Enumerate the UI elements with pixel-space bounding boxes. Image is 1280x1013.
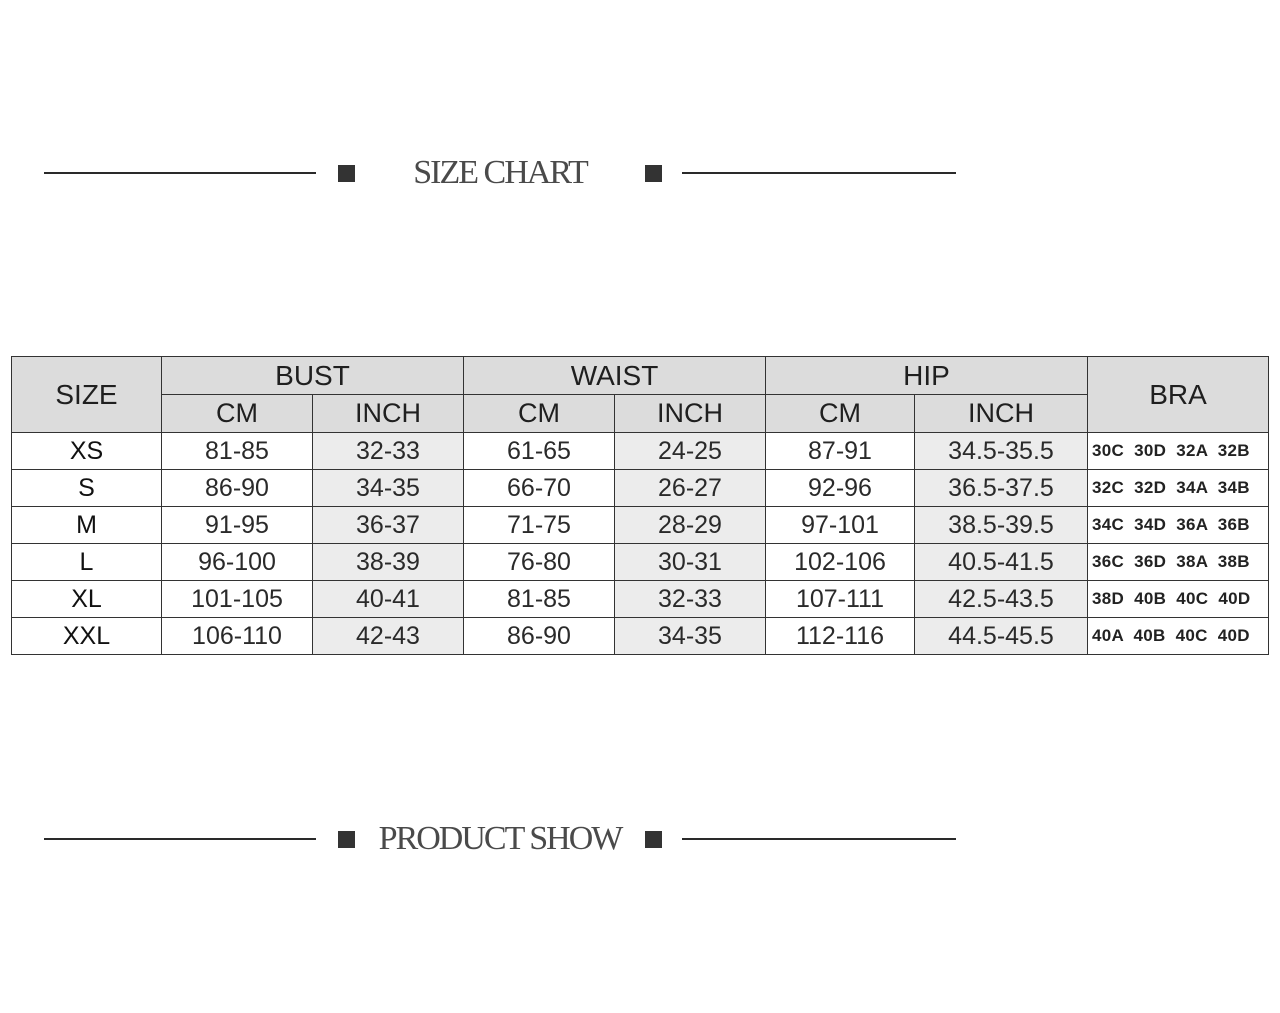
divider-line <box>682 838 956 840</box>
size-cell: L <box>12 544 162 581</box>
hip-inch-cell: 42.5-43.5 <box>915 581 1088 618</box>
size-cell: XXL <box>12 618 162 655</box>
waist-inch-cell: 28-29 <box>615 507 766 544</box>
hip-cm-cell: 107-111 <box>766 581 915 618</box>
bust-inch-cell: 32-33 <box>313 433 464 470</box>
waist-cm-cell: 86-90 <box>464 618 615 655</box>
hip-cm-header: CM <box>766 395 915 433</box>
waist-inch-cell: 26-27 <box>615 470 766 507</box>
size-cell: XL <box>12 581 162 618</box>
size-cell: M <box>12 507 162 544</box>
size-column-header: SIZE <box>12 357 162 433</box>
square-bullet-icon <box>645 165 662 182</box>
waist-inch-cell: 34-35 <box>615 618 766 655</box>
waist-cm-cell: 76-80 <box>464 544 615 581</box>
waist-column-header: WAIST <box>464 357 766 395</box>
bust-inch-cell: 40-41 <box>313 581 464 618</box>
table-row <box>12 507 1269 544</box>
waist-cm-header: CM <box>464 395 615 433</box>
table-subheader-row <box>12 395 1269 433</box>
table-row <box>12 581 1269 618</box>
hip-cm-cell: 92-96 <box>766 470 915 507</box>
bust-cm-cell: 101-105 <box>162 581 313 618</box>
bust-inch-cell: 36-37 <box>313 507 464 544</box>
waist-cm-cell: 66-70 <box>464 470 615 507</box>
size-cell: S <box>12 470 162 507</box>
table-row <box>12 544 1269 581</box>
table-header-row <box>12 357 1269 395</box>
bust-inch-cell: 38-39 <box>313 544 464 581</box>
bust-cm-cell: 91-95 <box>162 507 313 544</box>
bra-cell: 36C 36D 38A 38B <box>1088 544 1269 581</box>
bust-cm-cell: 106-110 <box>162 618 313 655</box>
bust-cm-cell: 96-100 <box>162 544 313 581</box>
bust-inch-cell: 42-43 <box>313 618 464 655</box>
square-bullet-icon <box>338 831 355 848</box>
bra-cell: 34C 34D 36A 36B <box>1088 507 1269 544</box>
bust-column-header: BUST <box>162 357 464 395</box>
table-row <box>12 618 1269 655</box>
hip-inch-cell: 36.5-37.5 <box>915 470 1088 507</box>
hip-cm-cell: 112-116 <box>766 618 915 655</box>
bra-cell: 30C 30D 32A 32B <box>1088 433 1269 470</box>
hip-inch-cell: 38.5-39.5 <box>915 507 1088 544</box>
hip-inch-header: INCH <box>915 395 1088 433</box>
waist-inch-cell: 30-31 <box>615 544 766 581</box>
bra-cell: 38D 40B 40C 40D <box>1088 581 1269 618</box>
table-row <box>12 433 1269 470</box>
product-show-header <box>0 819 1000 859</box>
bust-cm-header: CM <box>162 395 313 433</box>
hip-cm-cell: 87-91 <box>766 433 915 470</box>
hip-cm-cell: 102-106 <box>766 544 915 581</box>
bra-cell: 32C 32D 34A 34B <box>1088 470 1269 507</box>
hip-inch-cell: 40.5-41.5 <box>915 544 1088 581</box>
waist-inch-header: INCH <box>615 395 766 433</box>
divider-line <box>44 838 316 840</box>
product-show-title: PRODUCT SHOW <box>378 820 622 857</box>
hip-cm-cell: 97-101 <box>766 507 915 544</box>
divider-line <box>682 172 956 174</box>
hip-inch-cell: 44.5-45.5 <box>915 618 1088 655</box>
waist-inch-cell: 32-33 <box>615 581 766 618</box>
waist-cm-cell: 61-65 <box>464 433 615 470</box>
bust-cm-cell: 86-90 <box>162 470 313 507</box>
hip-column-header: HIP <box>766 357 1088 395</box>
bra-cell: 40A 40B 40C 40D <box>1088 618 1269 655</box>
divider-line <box>44 172 316 174</box>
table-row <box>12 470 1269 507</box>
waist-inch-cell: 24-25 <box>615 433 766 470</box>
bust-cm-cell: 81-85 <box>162 433 313 470</box>
size-chart-header <box>0 153 1000 193</box>
square-bullet-icon <box>338 165 355 182</box>
size-chart-title: SIZE CHART <box>413 154 587 191</box>
size-table <box>11 356 1269 655</box>
hip-inch-cell: 34.5-35.5 <box>915 433 1088 470</box>
size-cell: XS <box>12 433 162 470</box>
square-bullet-icon <box>645 831 662 848</box>
waist-cm-cell: 81-85 <box>464 581 615 618</box>
bra-column-header: BRA <box>1088 357 1269 433</box>
bust-inch-cell: 34-35 <box>313 470 464 507</box>
bust-inch-header: INCH <box>313 395 464 433</box>
waist-cm-cell: 71-75 <box>464 507 615 544</box>
